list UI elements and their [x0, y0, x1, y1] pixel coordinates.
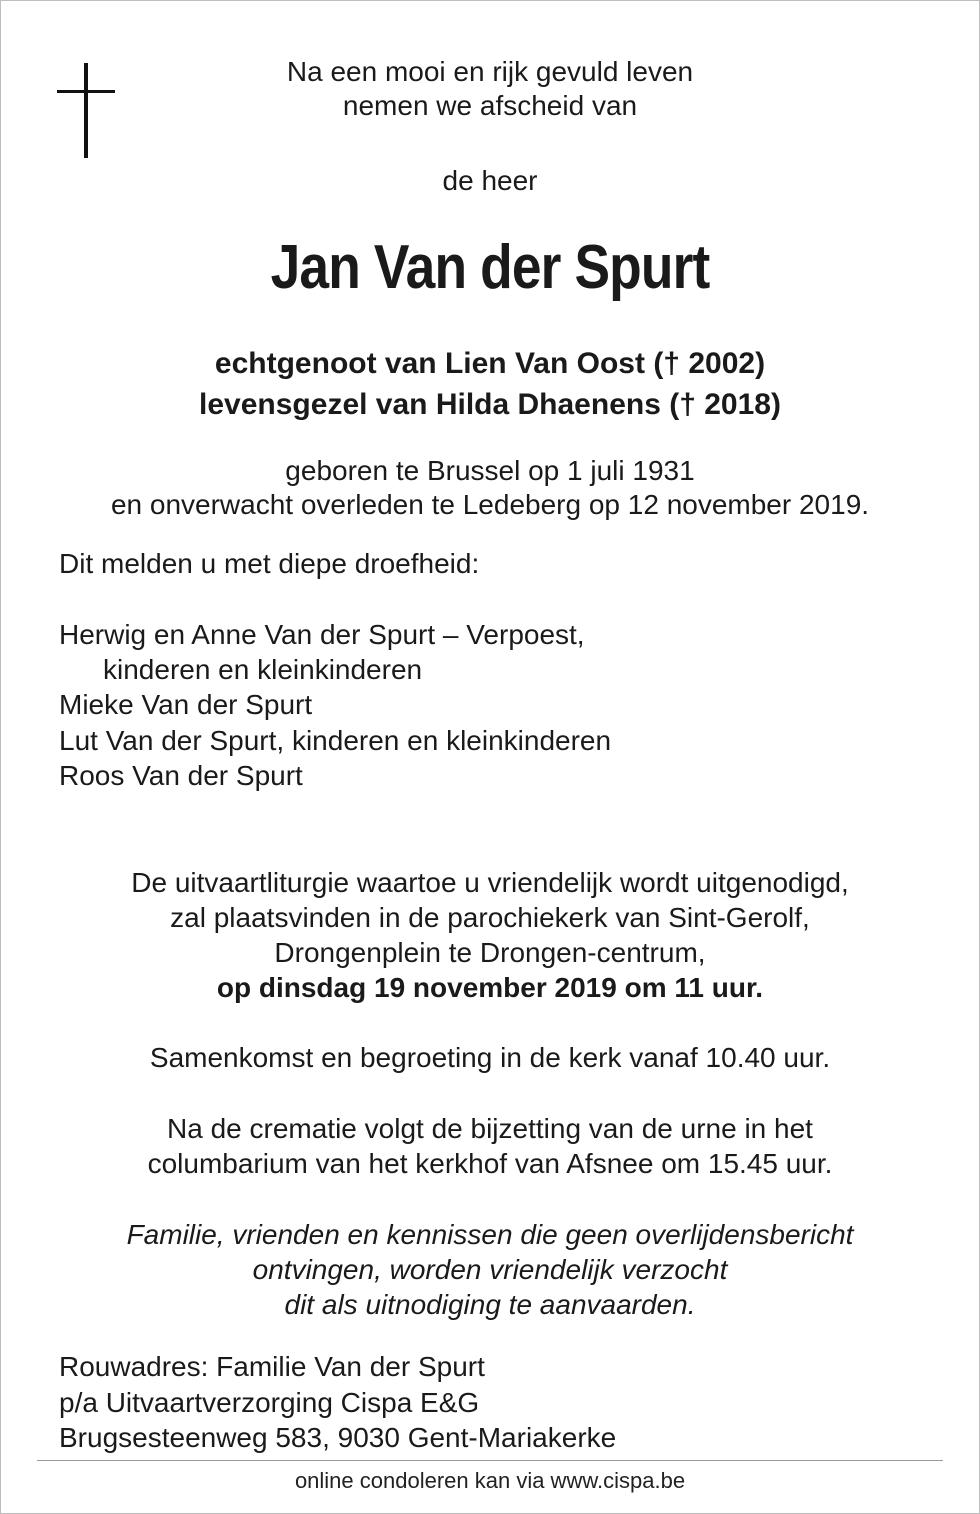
- invitation-note-1: Familie, vrienden en kennissen die geen overlijdensbericht: [126, 1219, 854, 1250]
- family-member: Mieke Van der Spurt: [59, 689, 313, 720]
- invitation-note-2: ontvingen, worden vriendelijk verzocht: [252, 1254, 728, 1285]
- address-line-3: Brugsesteenweg 583, 9030 Gent-Mariakerke: [59, 1422, 617, 1453]
- intro-line-1: Na een mooi en rijk gevuld leven: [286, 56, 694, 87]
- cremation-line-2: columbarium van het kerkhof van Afsnee om 15.45 uur.: [147, 1148, 833, 1179]
- address-line-1: Rouwadres: Familie Van der Spurt: [59, 1351, 485, 1382]
- family-member: kinderen en kleinkinderen: [103, 654, 423, 685]
- cremation-line-1: Na de crematie volgt de bijzetting van de urne in het: [167, 1113, 813, 1144]
- death-line: en onverwacht overleden te Ledeberg op 12 november 2019.: [110, 489, 870, 520]
- relation-partner: levensgezel van Hilda Dhaenens († 2018): [199, 388, 781, 421]
- address-line-2: p/a Uitvaartverzorging Cispa E&G: [59, 1387, 480, 1418]
- funeral-line-1: De uitvaartliturgie waartoe u vriendelijk wordt uitgenodigd,: [131, 867, 849, 898]
- announcement: Dit melden u met diepe droefheid:: [59, 548, 480, 579]
- gathering-line: Samenkomst en begroeting in de kerk vanaf 10.40 uur.: [149, 1042, 831, 1073]
- funeral-date-time: op dinsdag 19 november 2019 om 11 uur.: [216, 972, 764, 1003]
- intro-line-2: nemen we afscheid van: [342, 90, 638, 121]
- footer-divider: [37, 1460, 943, 1461]
- footer-condolence: online condoleren kan via www.cispa.be: [294, 1468, 686, 1493]
- funeral-line-2: zal plaatsvinden in de parochiekerk van Sint-Gerolf,: [170, 902, 810, 933]
- family-member: Herwig en Anne Van der Spurt – Verpoest,: [59, 619, 585, 650]
- title-prefix: de heer: [442, 165, 538, 196]
- funeral-line-3: Drongenplein te Drongen-centrum,: [274, 937, 706, 968]
- relation-spouse: echtgenoot van Lien Van Oost († 2002): [214, 347, 766, 380]
- deceased-name: Jan Van der Spurt: [270, 233, 710, 302]
- invitation-note-3: dit als uitnodiging te aanvaarden.: [284, 1289, 696, 1320]
- birth-line: geboren te Brussel op 1 juli 1931: [285, 455, 695, 486]
- family-member: Roos Van der Spurt: [59, 760, 303, 791]
- family-member: Lut Van der Spurt, kinderen en kleinkinderen: [59, 725, 612, 756]
